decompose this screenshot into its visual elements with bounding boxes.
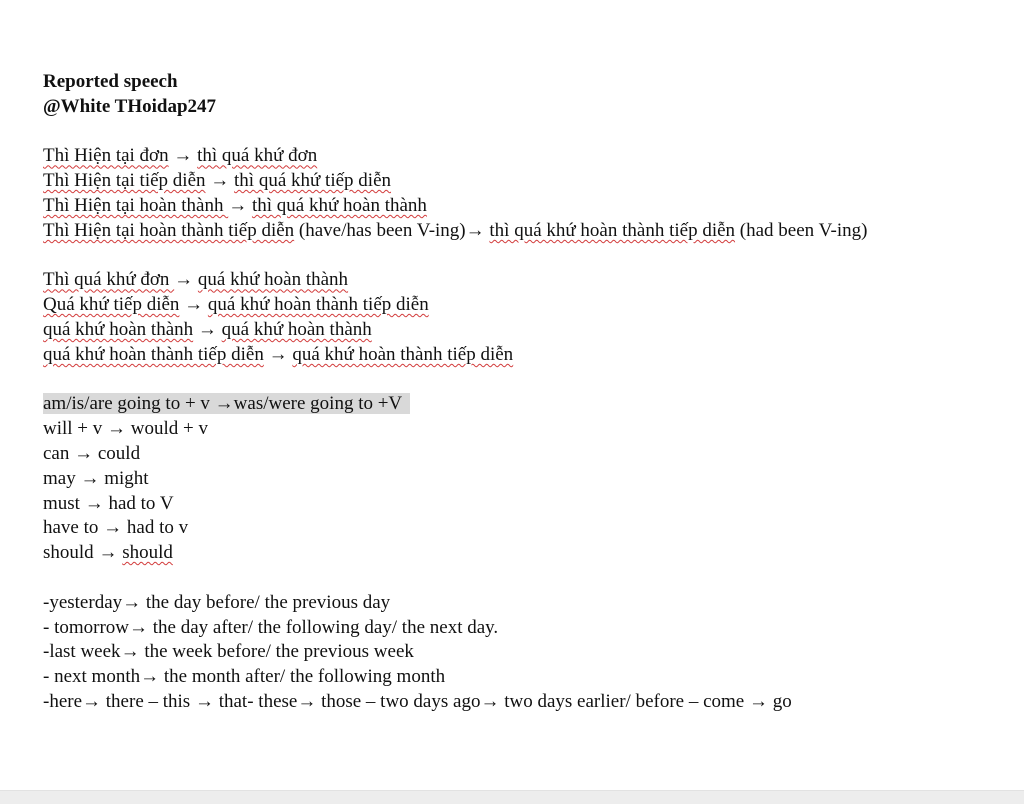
arrow-icon: → — [98, 542, 118, 564]
arrow-icon: → — [174, 269, 194, 291]
arrow-icon: → — [480, 690, 500, 712]
tense-rule-line: Thì quá khứ đơn → quá khứ hoàn thành — [43, 269, 349, 291]
arrow-icon: → — [107, 418, 127, 440]
tense-rule-line: quá khứ hoàn thành tiếp diễn → quá khứ hoàn thành tiếp diễn — [43, 343, 514, 365]
modal-rule-line: must → had to V — [43, 492, 174, 514]
place-rule-line: -here→ there – this → that- these→ those – two days ago→ two days earlier/ before – come → go — [43, 690, 792, 712]
tense-rule-line: quá khứ hoàn thành → quá khứ hoàn thành — [43, 318, 372, 340]
arrow-icon: → — [297, 690, 317, 712]
time-rule-line: -yesterday→ the day before/ the previous day — [43, 591, 391, 613]
modal-rule-line: will + v → would + v — [43, 418, 208, 440]
viewer-bottom-strip — [0, 790, 1024, 804]
tense-rule-line: Thì Hiện tại hoàn thành → thì quá khứ hoàn thành — [43, 194, 427, 216]
highlighted-rule: am/is/are going to + v →was/were going to +V — [43, 393, 410, 414]
modal-rule-line: have to → had to v — [43, 517, 189, 539]
arrow-icon: → — [268, 343, 288, 365]
modal-rule-line: can → could — [43, 442, 141, 464]
paragraph-gap — [43, 120, 973, 145]
modal-rule-line: may → might — [43, 467, 149, 489]
time-rule-line: - tomorrow→ the day after/ the following day/ the next day. — [43, 616, 499, 638]
document-author: @White THoidap247 — [43, 95, 217, 117]
tense-rule-line: Thì Hiện tại đơn → thì quá khứ đơn — [43, 145, 318, 167]
modal-rule-line — [43, 392, 973, 417]
arrow-icon: → — [122, 591, 142, 613]
arrow-icon: → — [103, 517, 123, 539]
arrow-icon: → — [84, 492, 104, 514]
time-rule-line: - next month→ the month after/ the following month — [43, 666, 446, 688]
document-body — [43, 70, 973, 715]
arrow-icon: → — [82, 690, 102, 712]
arrow-icon: → — [184, 294, 204, 316]
arrow-icon: → — [129, 616, 149, 638]
paragraph-gap — [43, 244, 973, 269]
arrow-icon: → — [140, 666, 160, 688]
tense-rule-line: Quá khứ tiếp diễn → quá khứ hoàn thành tiếp diễn — [43, 294, 429, 316]
tense-rule-line: Thì Hiện tại tiếp diễn → thì quá khứ tiếp diễn — [43, 170, 392, 192]
time-rule-line: -last week→ the week before/ the previous week — [43, 641, 414, 663]
arrow-icon: → — [194, 690, 214, 712]
paragraph-gap — [43, 566, 973, 591]
arrow-icon: → — [80, 467, 100, 489]
paragraph-gap — [43, 368, 973, 393]
arrow-icon: → — [210, 170, 230, 192]
arrow-icon: → — [120, 641, 140, 663]
arrow-icon: → — [749, 690, 768, 712]
arrow-icon: → — [214, 393, 234, 415]
arrow-icon: → — [173, 145, 193, 167]
arrow-icon: → — [74, 442, 94, 464]
modal-rule-line: should → should — [43, 542, 173, 564]
arrow-icon: → — [465, 219, 485, 241]
document-title: Reported speech — [43, 71, 178, 92]
tense-rule-line: Thì Hiện tại hoàn thành tiếp diễn (have/has been V-ing)→ thì quá khứ hoàn thành tiếp diễn (had been V-ing) — [43, 219, 868, 241]
arrow-icon: → — [197, 318, 217, 340]
arrow-icon: → — [228, 194, 248, 216]
